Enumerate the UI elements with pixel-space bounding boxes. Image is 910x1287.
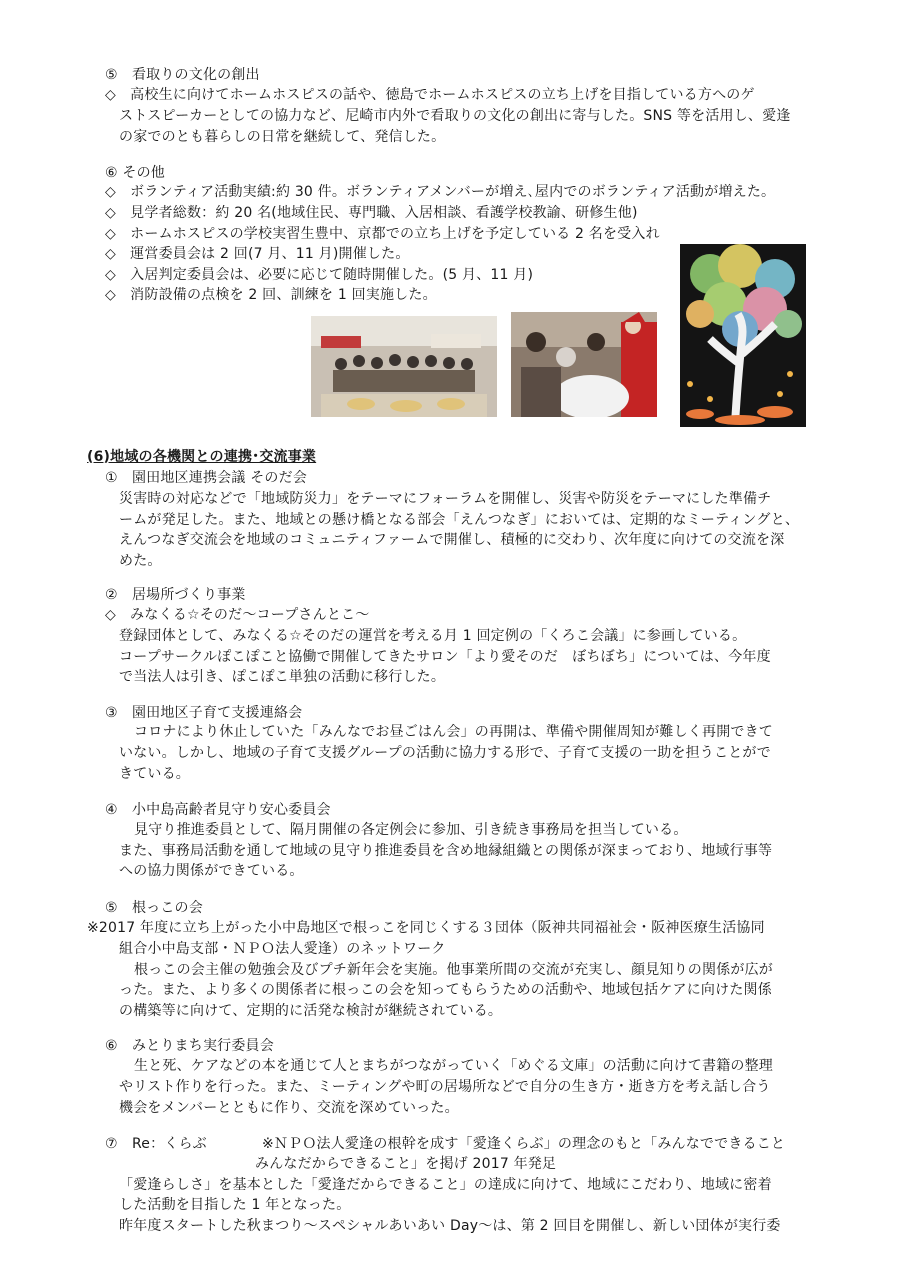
paragraph-line: で当法人は引き、ぽこぽこ単独の活動に移行した。 [119,669,446,685]
section-title-mitori: ⑤ 看取りの文化の創出 [105,67,260,83]
list-item: ◇ 消防設備の点検を 2 回、訓練を 1 回実施した。 [105,287,437,303]
paragraph-line: 昨年度スタートした秋まつり～スペシャルあいあい Day～は、第 2 回目を開催し、新しい団体が実行委 [119,1218,781,1234]
subsection-title: ② 居場所づくり事業 [105,587,246,603]
note-line: ※ＮＰＯ法人愛逢の根幹を成す「愛逢くらぶ」の理念のもと「みんなでできること [262,1136,786,1152]
list-item: ◇ 入居判定委員会は、必要に応じて随時開催した。(5 月、11 月) [105,267,534,283]
note-line: 組合小中島支部・ＮＰＯ法人愛逢）のネットワーク [119,941,446,957]
paragraph-line: 見守り推進委員として、隔月開催の各定例会に参加、引き続き事務局を担当している。 [134,822,688,838]
note-line: ※2017 年度に立ち上がった小中島地区で根っこを同じくする３団体（阪神共同福祉会・阪神医療生活協同 [87,920,765,936]
list-item: ◇ みなくる☆そのだ～コープさんとこ～ [105,607,370,623]
subsection-title: ① 園田地区連携会議 そのだ会 [105,470,308,486]
paragraph-line: の家でのとも暮らしの日常を継続して、発信した。 [119,129,446,145]
subsection-title: ③ 園田地区子育て支援連絡会 [105,705,303,721]
paragraph-line: やリスト作りを行った。また、ミーティングや町の居場所などで自分の生き方・逝き方を考え話し合う [119,1079,771,1095]
paragraph-line: した活動を目指した 1 年となった。 [119,1197,351,1213]
paragraph-line: 「愛逢らしさ」を基本とした「愛逢だからできること」の達成に向けて、地域にこだわり、地域に密着 [119,1177,772,1193]
paragraph-line: ームが発足した。また、地域との懸け橋となる部会「えんつなぎ」においては、定期的なミーティングと、 [119,512,800,528]
subsection-title: ⑦ Re：くらぶ [105,1136,207,1152]
paragraph-line: えんつなぎ交流会を地域のコミュニティファームで開催し、積極的に交わり、次年度に向けての交流を深 [119,532,785,548]
list-item: ◇ ボランティア活動実績:約 30 件。ボランティアメンバーが増え､屋内でのボランティア活動が増えた。 [105,184,776,200]
paragraph-line: 災害時の対応などで「地域防災力」をテーマにフォーラムを開催し、災害や防災をテーマにした準備チ [119,491,772,507]
paragraph-line: 根っこの会主催の勉強会及びプチ新年会を実施。他事業所間の交流が充実し、顔見知りの関係が広が [134,962,773,978]
paragraph-line: ストスピーカーとしての協力など、尼崎市内外で看取りの文化の創出に寄与した。SNS 等を活用し、愛逢 [119,108,791,124]
paragraph-line: コロナにより休止していた「みんなでお昼ごはん会」の再開は、準備や開催周知が難しく再開できて [134,724,773,740]
paragraph-line: めた。 [119,553,162,569]
subsection-title: ⑥ みとりまち実行委員会 [105,1038,274,1054]
list-item: ◇ ホームホスピスの学校実習生豊中、京都での立ち上げを予定している 2 名を受入れ [105,226,660,242]
paragraph-line: ◇ 高校生に向けてホームホスピスの話や、徳島でホームホスピスの立ち上げを目指している方へのゲ [105,87,755,103]
section-title-other: ⑥ その他 [105,165,166,181]
santa-photo [511,312,657,417]
paragraph-line: 生と死、ケアなどの本を通じて人とまちがつながっていく「めぐる文庫」の活動に向けて書籍の整理 [134,1058,773,1074]
paragraph-line: きている。 [119,766,190,782]
list-item: ◇ 運営委員会は 2 回(7 月、11 月)開催した。 [105,246,410,262]
list-item: ◇ 見学者総数：約 20 名(地域住民、専門職、入居相談、看護学校教諭、研修生他) [105,205,638,221]
paragraph-line: の構築等に向けて、定期的に活発な検討が継続されている。 [119,1003,503,1019]
group-photo [311,316,497,417]
paragraph-line: への協力関係ができている。 [119,863,304,879]
paragraph-line: コープサークルぽこぽこと協働で開催してきたサロン「より愛そのだ ぼちぼち」については、今年度 [119,649,771,665]
paragraph-line: 登録団体として、みなくる☆そのだの運営を考える月 1 回定例の「くろこ会議」に参画している。 [119,628,747,644]
paragraph-line: また、事務局活動を通して地域の見守り推進委員を含め地縁組織との関係が深まっており、地域行事等 [119,843,773,859]
note-line: みんなだからできること」を掲げ 2017 年発足 [255,1156,557,1172]
subsection-title: ⑤ 根っこの会 [105,900,203,916]
subsection-title: ④ 小中島高齢者見守り安心委員会 [105,802,331,818]
paragraph-line: 機会をメンバーとともに作り、交流を深めていった。 [119,1100,459,1116]
tree-artwork [680,244,806,427]
paragraph-line: いない。しかし、地域の子育て支援グループの活動に協力する形で、子育て支援の一助を担うことがで [119,745,771,761]
paragraph-line: った。また、より多くの関係者に根っこの会を知ってもらうための活動や、地域包括ケアに向けた関係 [119,982,772,998]
section-heading: (6)地域の各機関との連携･交流事業 [87,449,317,465]
